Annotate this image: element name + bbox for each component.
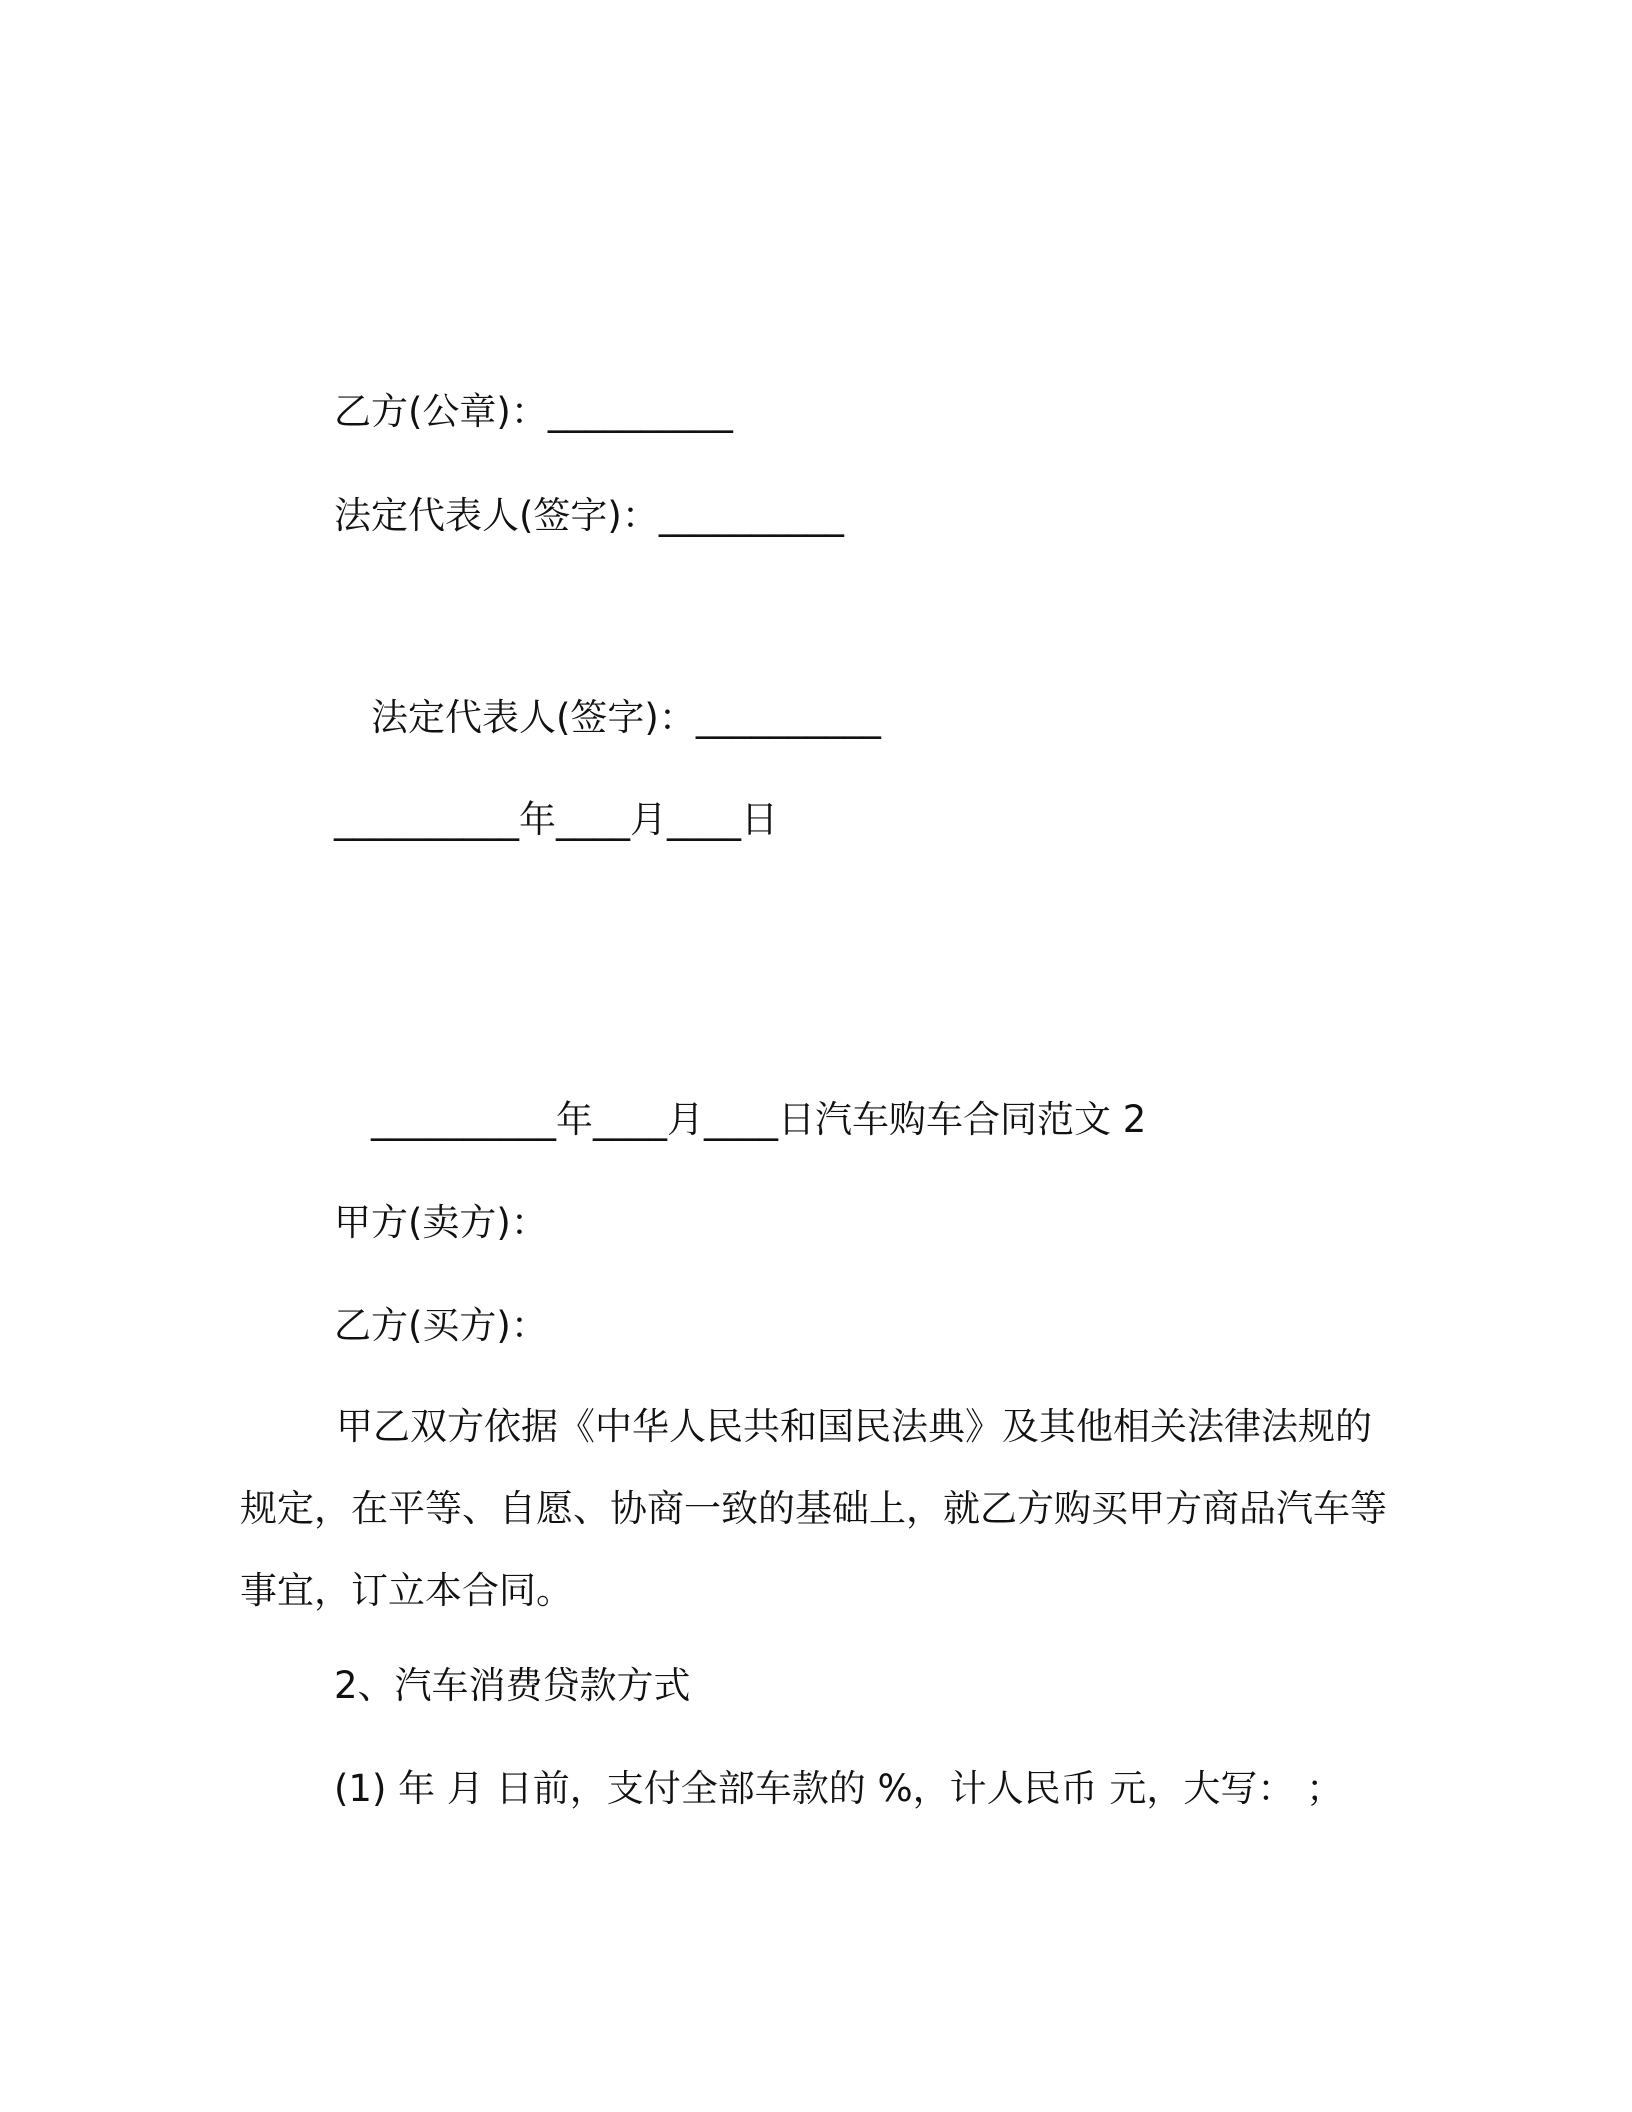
party-b-seal-line: 乙方(公章)：__________ <box>334 390 733 433</box>
clause-1-line: (1) 年 月 日前，支付全部车款的 %，计人民币 元，大写： ； <box>334 1767 1344 1810</box>
section-2-heading: 2、汽车消费贷款方式 <box>334 1664 691 1707</box>
party-b-buyer-line: 乙方(买方)： <box>334 1304 548 1347</box>
legal-representative-line-1: 法定代表人(签字)：__________ <box>334 494 844 537</box>
contract-title-line: __________年____月____日汽车购车合同范文 2 <box>371 1098 1147 1141</box>
legal-representative-line-2: 法定代表人(签字)：__________ <box>371 696 881 739</box>
party-a-seller-line: 甲方(卖方)： <box>334 1201 548 1244</box>
signing-date-line: __________年____月____日 <box>334 798 778 841</box>
preamble-paragraph: 甲乙双方依据《中华人民共和国民法典》及其他相关法律法规的规定，在平等、自愿、协商一致的基础上，就乙方购买甲方商品汽车等事宜，订立本合同。 <box>240 1405 1387 1612</box>
